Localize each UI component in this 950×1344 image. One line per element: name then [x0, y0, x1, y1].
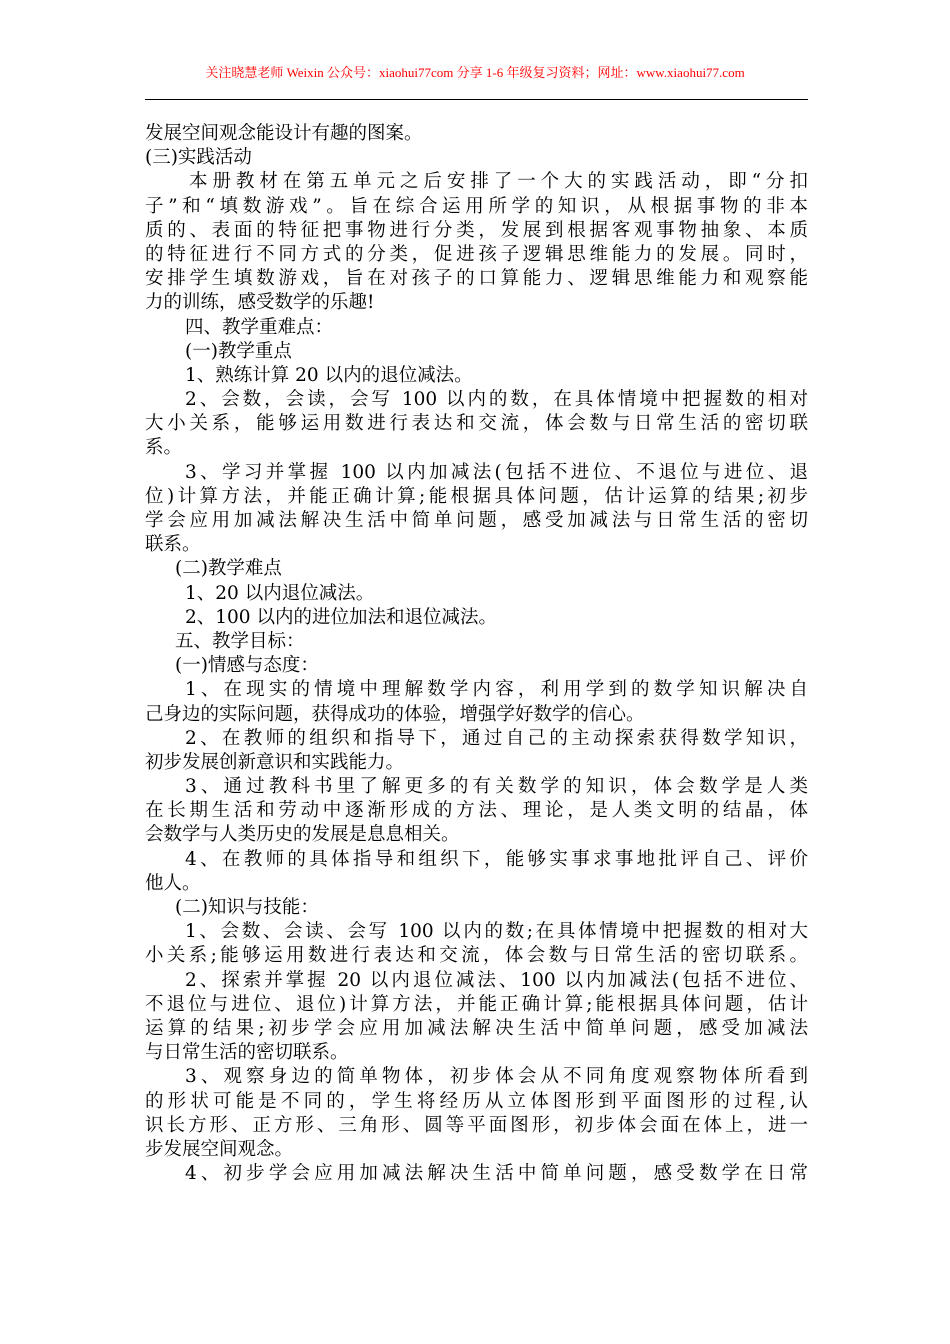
text-line: (二)知识与技能：: [175, 897, 319, 918]
text-line: 1、会数、会读、会写 100 以内的数;在具体情境中把握数的相对大: [185, 921, 808, 943]
text-line: 学会应用加减法解决生活中简单问题，感受加减法与日常生活的密切: [145, 510, 808, 531]
text-line: 3、观察身边的简单物体，初步体会从不同角度观察物体所看到: [185, 1066, 808, 1088]
text-line: 子”和“填数游戏”。旨在综合运用所学的知识，从根据事物的非本: [145, 195, 808, 217]
text-line: 2、会数，会读，会写 100 以内的数，在具体情境中把握数的相对: [185, 389, 808, 411]
text-line: 识长方形、正方形、三角形、圆等平面图形，初步体会面在体上，进一: [145, 1114, 808, 1136]
text-line: (三)实践活动: [145, 147, 252, 169]
text-line: 大小关系，能够运用数进行表达和交流，体会数与日常生活的密切联: [145, 413, 808, 435]
text-line: 的特征进行不同方式的分类，促进孩子逻辑思维能力的发展。同时，: [145, 243, 808, 265]
text-line: 联系。: [145, 534, 201, 556]
text-line: 质的、表面的特征把事物进行分类，发展到根据客观事物抽象、本质: [145, 219, 808, 241]
text-line: 发展空间观念能设计有趣的图案。: [145, 123, 423, 144]
text-line: 2、在教师的组织和指导下，通过自己的主动探索获得数学知识，: [185, 727, 808, 749]
text-line: 安排学生填数游戏，旨在对孩子的口算能力、逻辑思维能力和观察能: [145, 268, 808, 290]
text-line: 己身边的实际问题，获得成功的体验，增强学好数学的信心。: [145, 703, 645, 725]
text-line: 步发展空间观念。: [145, 1138, 294, 1160]
text-line: 会数学与人类历史的发展是息息相关。: [145, 824, 460, 846]
text-line: 2、探索并掌握 20 以内退位减法、100 以内加减法(包括不进位、: [185, 969, 808, 991]
text-line: 运算的结果;初步学会应用加减法解决生活中简单问题，感受加减法: [145, 1017, 808, 1039]
text-line: 3、学习并掌握 100 以内加减法(包括不进位、不退位与进位、退: [185, 461, 808, 483]
text-line: 他人。: [145, 872, 201, 894]
text-line: 四、教学重难点：: [185, 316, 334, 338]
text-line: 与日常生活的密切联系。: [145, 1042, 349, 1064]
text-line: 4、在教师的具体指导和组织下，能够实事求事地批评自己、评价: [185, 848, 808, 870]
text-line: 力的训练，感受数学的乐趣!: [145, 292, 375, 314]
text-line: 4、初步学会应用加减法解决生活中简单问题，感受数学在日常: [185, 1163, 808, 1185]
text-line: 在长期生活和劳动中逐渐形成的方法、理论，是人类文明的结晶，体: [145, 800, 808, 822]
text-line: 初步发展创新意识和实践能力。: [145, 751, 405, 773]
text-line: (二)教学难点: [175, 558, 282, 580]
text-line: 小关系;能够运用数进行表达和交流，体会数与日常生活的密切联系。: [145, 945, 808, 967]
text-line: (一)教学重点: [185, 340, 292, 362]
text-line: 的形状可能是不同的，学生将经历从立体图形到平面图形的过程,认: [145, 1090, 808, 1112]
text-line: 2、100 以内的进位加法和退位减法。: [185, 606, 497, 628]
text-line: 不退位与进位、退位)计算方法，并能正确计算;能根据具体问题，估计: [145, 993, 808, 1015]
text-line: (一)情感与态度：: [175, 655, 319, 677]
text-line: 1、20 以内退位减法。: [185, 582, 375, 604]
text-line: 1、熟练计算 20 以内的退位减法。: [185, 364, 473, 386]
text-line: 本册教材在第五单元之后安排了一个大的实践活动，即“分扣: [189, 171, 808, 193]
text-line: 位)计算方法，并能正确计算;能根据具体问题，估计运算的结果;初步: [145, 485, 808, 507]
header-divider: [145, 99, 808, 100]
text-line: 1、在现实的情境中理解数学内容，利用学到的数学知识解决自: [185, 679, 808, 701]
document-body: [145, 122, 808, 1186]
page-header: 关注晓慧老师 Weixin 公众号：xiaohui77com 分享 1-6 年级复习资料；网址：www.xiaohui77.com: [205, 65, 745, 80]
text-line: 3、通过教科书里了解更多的有关数学的知识，体会数学是人类: [185, 776, 808, 798]
text-line: 五、教学目标：: [175, 630, 305, 652]
text-line: 系。: [145, 437, 183, 459]
